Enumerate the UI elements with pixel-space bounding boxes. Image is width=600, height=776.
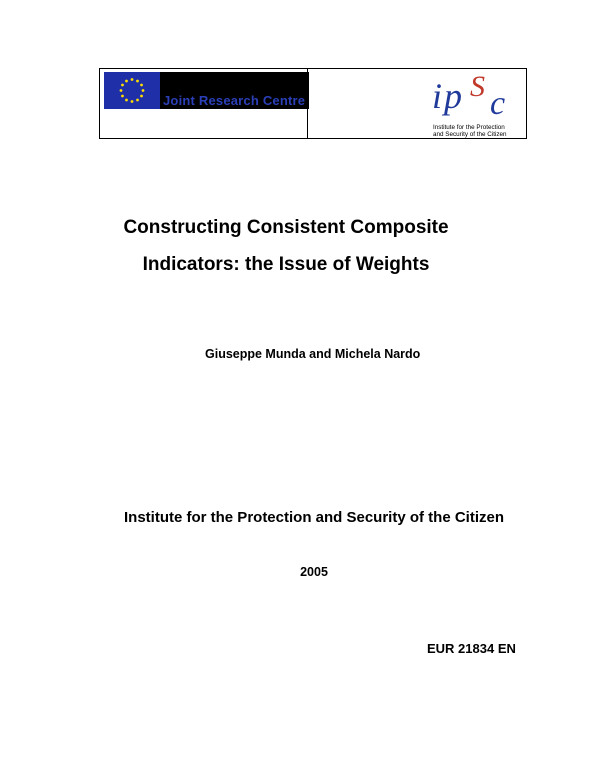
institute-name: Institute for the Protection and Security of the Citizen (123, 509, 505, 526)
eu-star (121, 84, 124, 87)
eu-star (131, 100, 134, 103)
svg-text:i: i (432, 76, 443, 116)
svg-text:S: S (470, 70, 485, 103)
ipsc-caption (433, 124, 529, 138)
document-title-line-2: Indicators: the Issue of Weights (142, 254, 430, 275)
document-title-line-1: Constructing Consistent Composite (123, 217, 449, 238)
eu-star (125, 80, 128, 83)
eu-star (142, 89, 145, 92)
report-number: EUR 21834 EN (427, 641, 516, 656)
jrc-label: Joint Research Centre (163, 93, 306, 108)
eu-star (121, 95, 124, 98)
authors: Giuseppe Munda and Michela Nardo (205, 347, 421, 361)
eu-star (140, 84, 143, 87)
eu-star (136, 80, 139, 83)
svg-text:c: c (490, 85, 506, 122)
eu-star (136, 99, 139, 102)
eu-star (131, 78, 134, 81)
eu-star (125, 99, 128, 102)
ipsc-caption-line-2: and Security of the Citizen (433, 131, 507, 138)
ipsc-logo (430, 70, 526, 126)
eu-star (140, 95, 143, 98)
ipsc-caption-line-1: Institute for the Protection (433, 124, 505, 131)
svg-text:p: p (444, 76, 462, 116)
eu-flag-icon (104, 72, 160, 109)
eu-star (120, 89, 123, 92)
publication-year: 2005 (300, 565, 328, 579)
